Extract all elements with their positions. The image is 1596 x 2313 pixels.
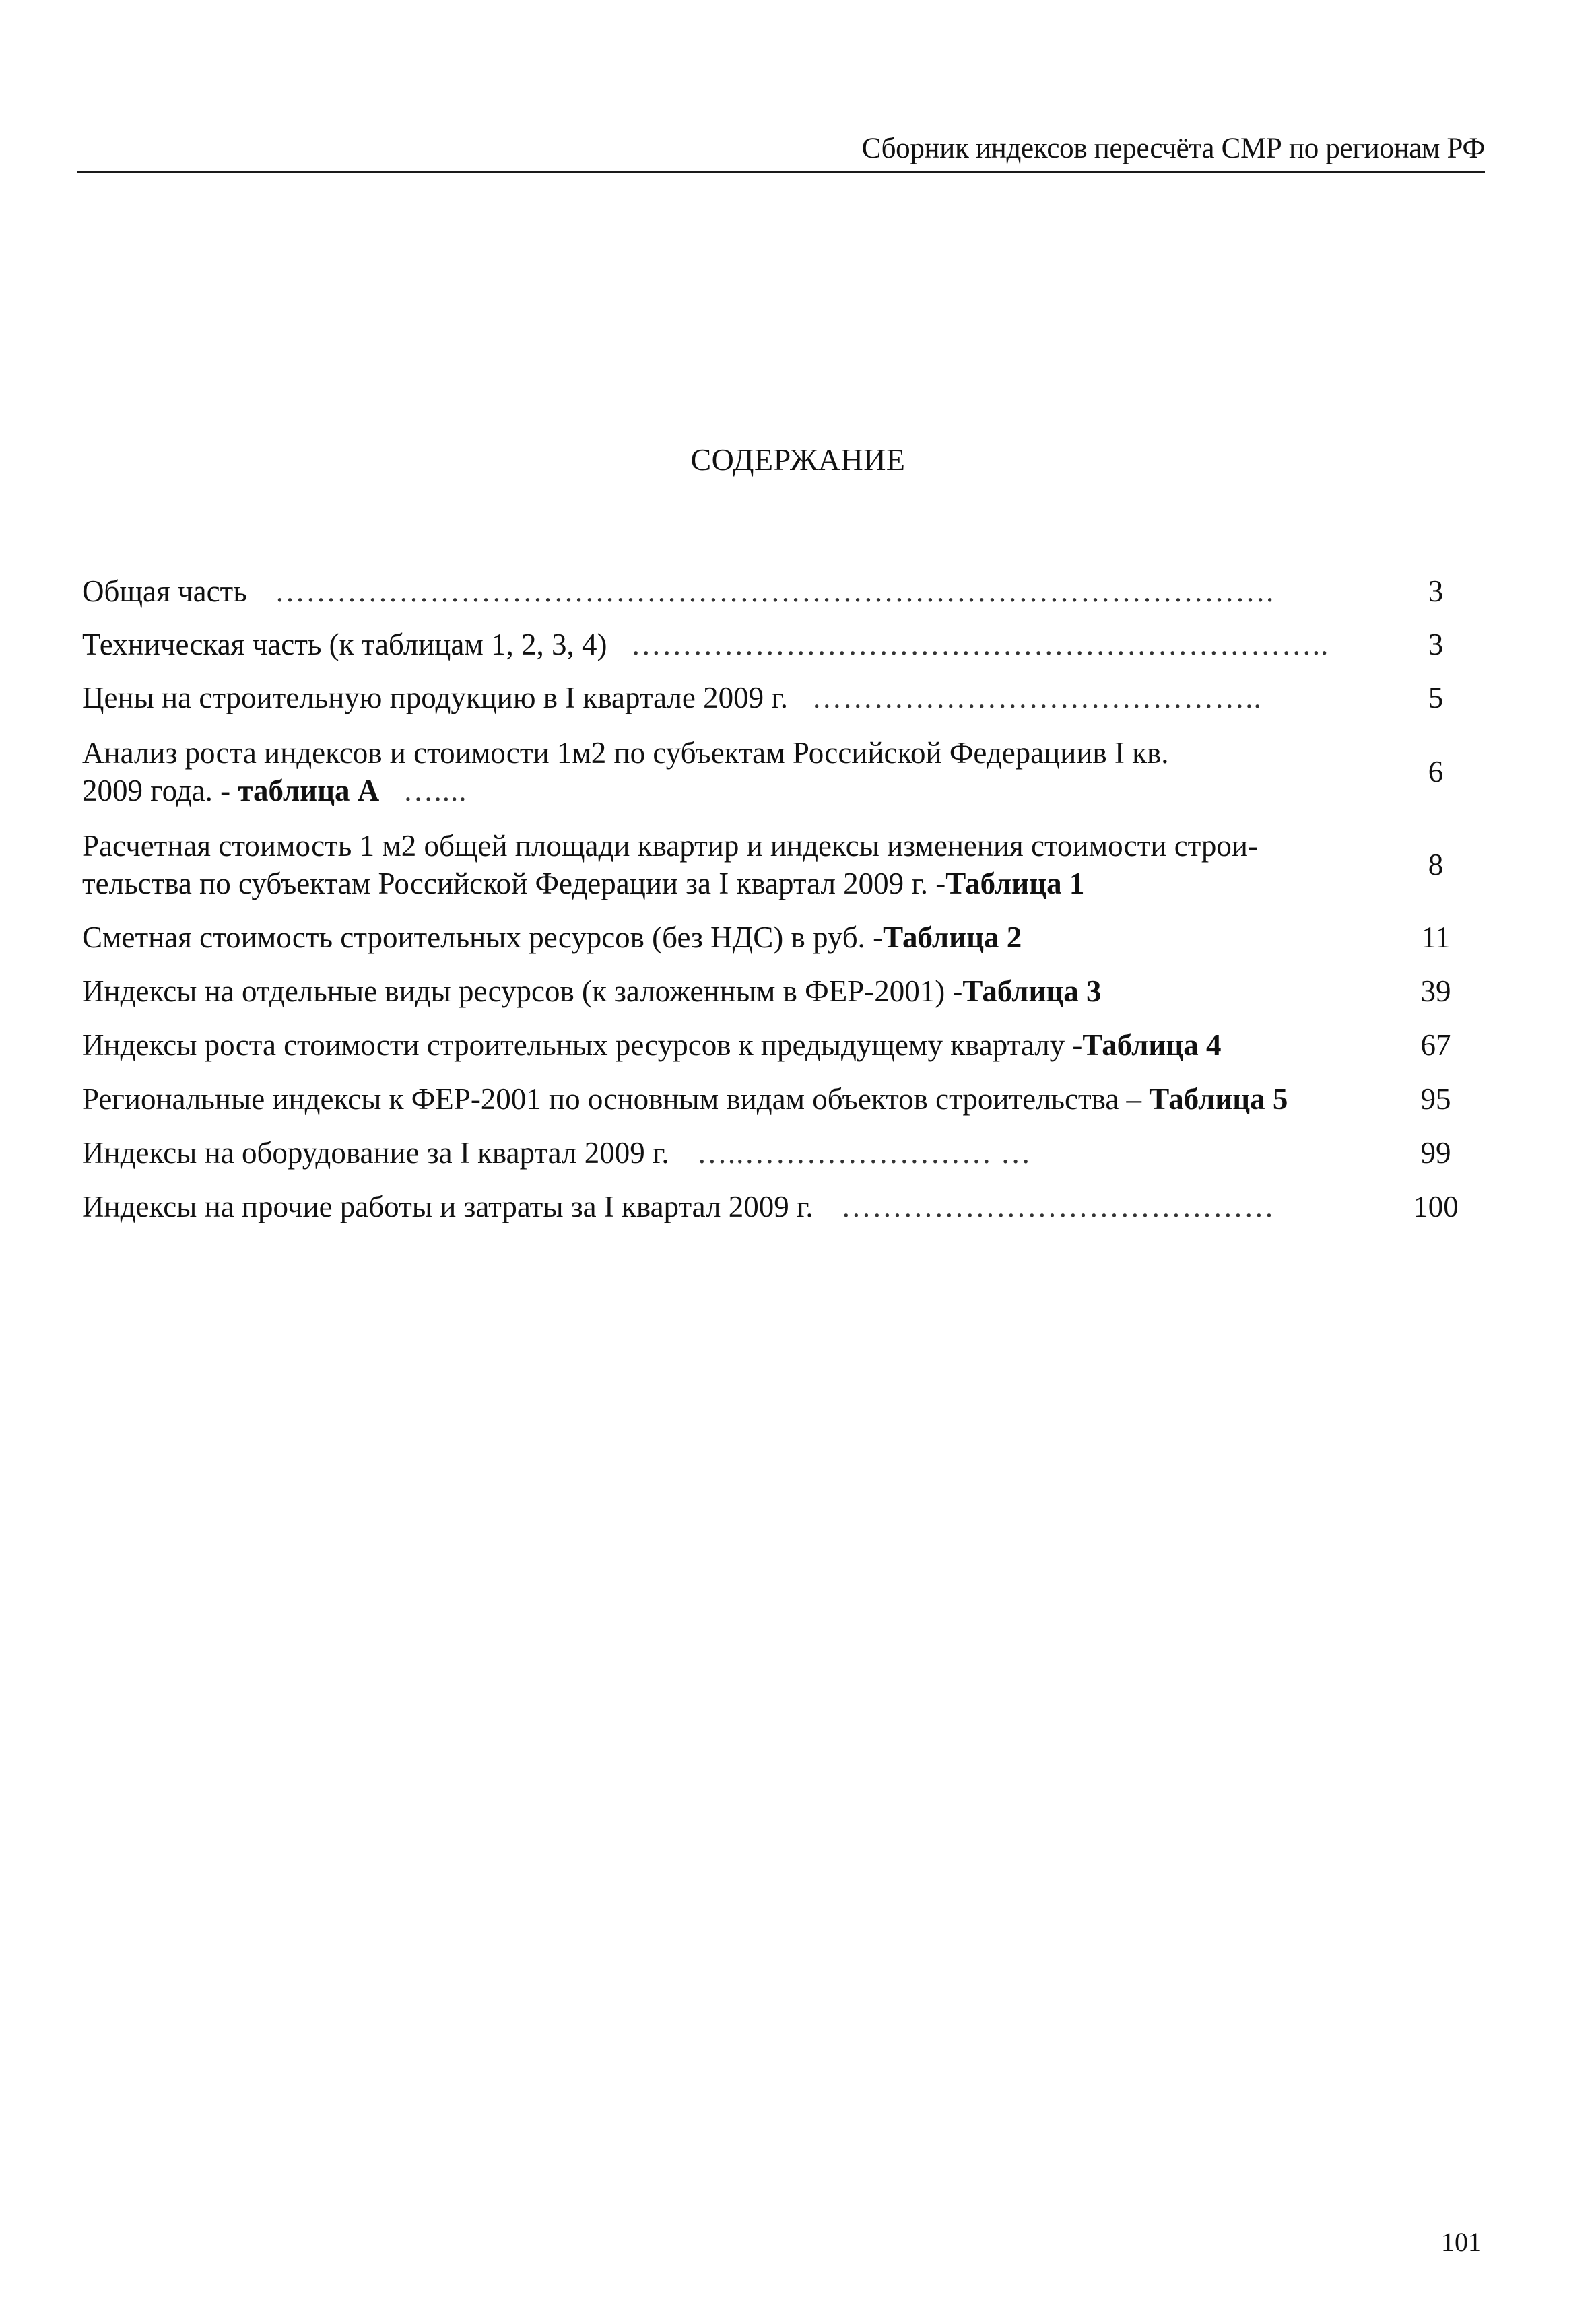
toc-entry-text: Индексы на отдельные виды ресурсов (к заложенным в ФЕР-2001) -Таблица 3 [82, 974, 1102, 1008]
toc-entry[interactable] [82, 1026, 1486, 1064]
toc-entry-text: Сметная стоимость строительных ресурсов (без НДС) в руб. -Таблица 2 [82, 920, 1022, 954]
toc-entry[interactable] [82, 827, 1486, 902]
toc-entry-page: 100 [1413, 1190, 1459, 1223]
toc-entry-text: Индексы на прочие работы и затраты за I квартал 2009 г. …………………………………… [82, 1190, 1275, 1223]
toc-entry-page: 99 [1420, 1136, 1451, 1170]
toc-entry[interactable] [82, 679, 1486, 716]
toc-entry-page: 5 [1428, 681, 1444, 714]
leader-dots: …..…………………… … [696, 1136, 1032, 1170]
toc-entry-text: Расчетная стоимость 1 м2 общей площади квартир и индексы изменения стоимости строи- тельства по субъектам Российской Федерации за I квартал 2009 г. -Таблица 1 [82, 829, 1258, 900]
toc-entry-page: 11 [1421, 920, 1451, 954]
toc-entry-page: 67 [1420, 1028, 1451, 1062]
header-rule [77, 171, 1485, 173]
toc-entry[interactable] [82, 626, 1486, 663]
toc-entry[interactable] [82, 972, 1486, 1010]
running-header: Сборник индексов пересчёта СМР по регионам РФ [861, 133, 1485, 164]
toc-entry-text: Индексы на оборудование за I квартал 2009 г. …..…………………… … [82, 1136, 1032, 1170]
toc-entry-page: 6 [1428, 755, 1444, 789]
table-of-contents [82, 572, 1486, 1226]
toc-entry-page: 3 [1428, 574, 1444, 608]
toc-entry[interactable] [82, 734, 1486, 809]
toc-entry[interactable] [82, 1188, 1486, 1226]
toc-entry-page: 3 [1428, 628, 1444, 661]
toc-entry-page: 95 [1420, 1082, 1451, 1116]
toc-entry-text: Техническая часть (к таблицам 1, 2, 3, 4) ………………………………………………………….. [82, 628, 1329, 661]
toc-entry-text: Региональные индексы к ФЕР-2001 по основным видам объектов строительства – Таблица 5 [82, 1082, 1288, 1116]
leader-dots: ……………………………………………………………………………………. [274, 574, 1275, 608]
toc-entry[interactable] [82, 572, 1486, 610]
toc-entry-text: Общая часть ……………………………………………………………………………………. [82, 574, 1275, 608]
toc-entry[interactable] [82, 918, 1486, 956]
page-number: 101 [1441, 2227, 1482, 2257]
toc-entry-text: Цены на строительную продукцию в I квартале 2009 г. …………………………………….. [82, 681, 1262, 714]
toc-title: СОДЕРЖАНИЕ [690, 442, 906, 477]
leader-dots: …………………………………….. [811, 681, 1262, 714]
leader-dots: ….... [403, 774, 467, 807]
toc-entry[interactable] [82, 1080, 1486, 1118]
leader-dots: …………………………………… [840, 1190, 1275, 1223]
toc-entry-text: Анализ роста индексов и стоимости 1м2 по субъектам Российской Федерациив I кв. 2009 года. - таблица А ….... [82, 736, 1169, 807]
toc-entry-page: 39 [1420, 974, 1451, 1008]
toc-entry[interactable] [82, 1134, 1486, 1172]
leader-dots: ………………………………………………………….. [630, 628, 1329, 661]
toc-entry-text: Индексы роста стоимости строительных ресурсов к предыдущему кварталу -Таблица 4 [82, 1028, 1222, 1062]
toc-entry-page: 8 [1428, 848, 1444, 881]
